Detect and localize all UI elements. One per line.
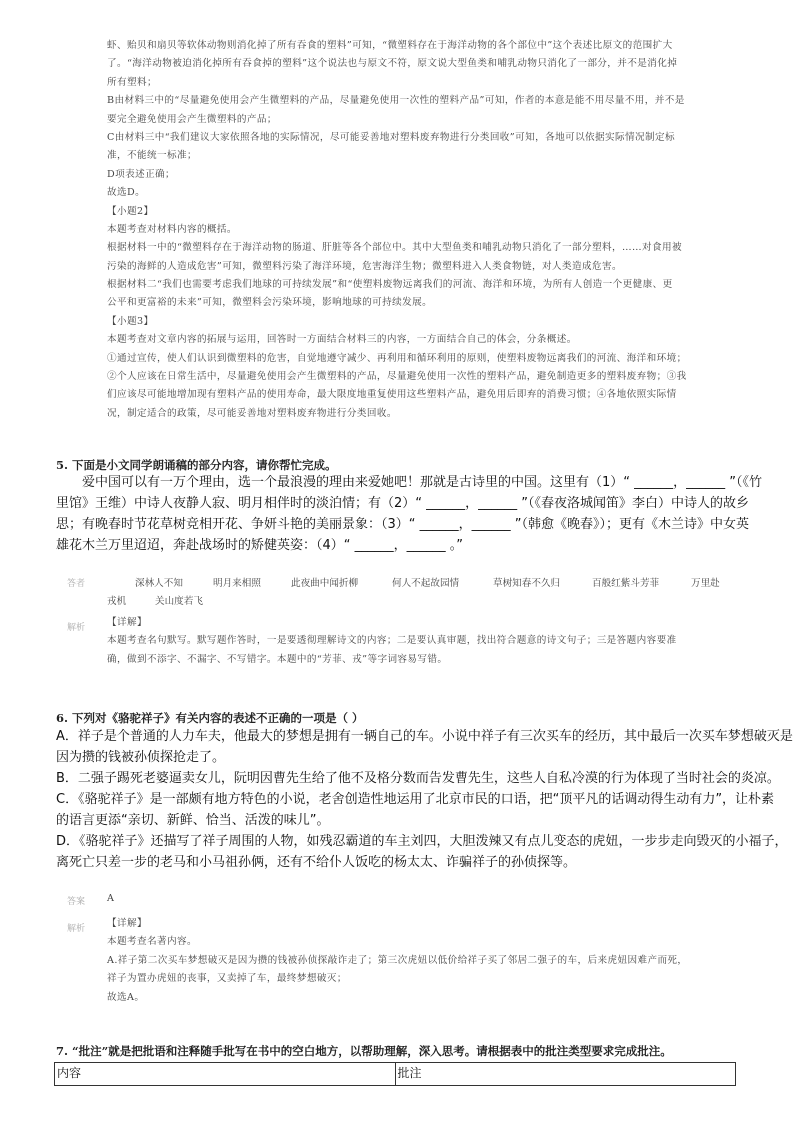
analysis-label: 解析	[67, 623, 86, 633]
analysis-line: 公平和更富裕的未来”可知，微塑料会污染环境，影响地球的可持续发展。	[107, 297, 433, 309]
analysis-line: 了。“海洋动物被迫消化掉所有吞食掉的塑料”这个说法也与原文不符，原文说大型鱼类和哺乳动物只消化了一部分，并不是消化掉	[107, 58, 678, 70]
answer-item: 明月来相照	[213, 578, 261, 589]
question-7-title: 7. “批注”就是把批语和注释随手批写在书中的空白地方，以帮助理解，深入思考。请根据表中的批注类型要求完成批注。	[56, 1044, 672, 1058]
analysis-line: 根据材料二“我们也需要考虑我们地球的可持续发展”和“使塑料废物远离我们的河流、海洋和环境，为所有人创造一个更健康、更	[107, 279, 673, 291]
analysis-line: 故选D。	[107, 187, 146, 199]
answer-item: 草树知春不久归	[493, 578, 561, 589]
answer-item: 万里赴	[691, 578, 720, 589]
option-line: D．《骆驼祥子》还描写了祥子周围的人物，如残忍霸道的车主刘四，大胆泼辣又有点儿变态的虎妞，一步步走向毁灭的小福子，	[56, 834, 788, 849]
answer-item: 戎机	[107, 596, 127, 607]
analysis-line: 况，制定适合的政策，尽可能妥善地对塑料废弃物进行分类回收。	[107, 407, 397, 419]
previous-question-analysis	[107, 37, 754, 423]
stem-line: 爱中国可以有一万个理由，选一个最浪漫的理由来爱她吧！那就是古诗里的中国。这里有（1）“ ______，______ ”（《竹	[82, 475, 763, 490]
answer-item: 何人不起故园情	[392, 578, 460, 589]
analysis-line: 根据材料一中的“微塑料存在于海洋动物的肠道、肝脏等各个部位中。其中大型鱼类和哺乳动物只消化了一部分塑料，……对食用被	[107, 242, 682, 254]
option-line: B．二强子踢死老婆逼卖女儿，阮明因曹先生给了他不及格分数而告发曹先生，这些人自私冷漠的行为体现了当时社会的炎凉。	[56, 771, 780, 786]
stem-line: 雄花木兰万里迢迢，奔赴战场时的矫健英姿：（4）“ ______，______ 。”	[56, 538, 464, 553]
answer-item: 深林人不知	[135, 578, 183, 589]
answer-value: A	[107, 893, 114, 904]
analysis-line: 要完全避免使用会产生微塑料的产品；	[107, 113, 277, 125]
analysis-line: 【小题3】	[107, 315, 154, 327]
question-5-analysis	[107, 614, 754, 669]
analysis-line: 故选A。	[107, 991, 145, 1003]
question-5-title: 5. 下面是小文同学朗诵稿的部分内容，请你帮忙完成。	[56, 458, 337, 472]
analysis-line: ①通过宣传，使人们认识到微塑料的危害，自觉地遵守减少、再利用和循环利用的原则，使塑料废物远离我们的河流、海洋和环境；	[107, 352, 687, 364]
answer-item: 关山度若飞	[155, 596, 203, 607]
analysis-line: 本题考查名句默写。默写题作答时，一是要透彻理解诗文的内容；二是要认真审题，找出符合题意的诗文句子；三是答题内容要准	[107, 635, 677, 647]
analysis-line: C由材料三中“我们建议大家依照各地的实际情况，尽可能妥善地对塑料废弃物进行分类回收”可知，各地可以依据实际情况制定标	[107, 131, 676, 143]
analysis-line: 们应该尽可能地增加现有塑料产品的使用寿命，最大限度地重复使用这些塑料产品，避免用后即弃的消费习惯；④各地依照实际情	[107, 389, 677, 401]
analysis-line: A.祥子第二次买车梦想破灭是因为攒的钱被孙侦探敲诈走了；第三次虎妞以低价给祥子买了邻居二强子的车，后来虎妞因难产而死，	[107, 954, 688, 966]
analysis-line: 【详解】	[107, 617, 147, 628]
question-6-options	[56, 726, 793, 873]
answer-label: 答案	[67, 897, 86, 907]
analysis-line: 污染的海鲜的人造成危害”可知，微塑料污染了海洋环境，危害海洋生物；微塑料进入人类食物链，对人类造成危害。	[107, 260, 622, 272]
analysis-line: 本题考查对材料内容的概括。	[107, 223, 237, 235]
option-line: C．《骆驼祥子》是一部颇有地方特色的小说，老舍创造性地运用了北京市民的口语，把“顶平凡的话调动得生动有力”，让朴素	[56, 792, 775, 807]
question-6-analysis	[107, 915, 754, 1007]
analysis-line: B由材料三中的“尽量避免使用会产生微塑料的产品，尽量避免使用一次性的塑料产品”可知，作者的本意是能不用尽量不用，并不是	[107, 95, 685, 107]
annotation-table	[54, 1062, 736, 1086]
table-header-annotation: 批注	[395, 1063, 736, 1085]
answer-item: 此夜曲中闻折柳	[291, 578, 359, 589]
analysis-line: 【详解】	[107, 918, 147, 929]
question-6-title: 6. 下列对《骆驼祥子》有关内容的表述不正确的一项是（ ）	[56, 711, 364, 725]
analysis-line: D项表述正确；	[107, 168, 176, 180]
analysis-label: 解析	[67, 924, 86, 934]
analysis-line: ②个人应该在日常生活中，尽量避免使用会产生微塑料的产品，尽量避免使用一次性的塑料产品，避免制造更多的塑料废弃物；③我	[107, 371, 687, 383]
analysis-line: 【小题2】	[107, 205, 154, 217]
analysis-line: 本题考查名著内容。	[107, 936, 197, 948]
answer-label: 答者	[67, 579, 86, 589]
analysis-line: 祥子为置办虎妞的丧事，又卖掉了车，最终梦想破灭；	[107, 973, 347, 985]
option-line: A．祥子是个普通的人力车夫，他最大的梦想是拥有一辆自己的车。小说中祥子有三次买车的经历，其中最后一次买车梦想破灭是	[56, 729, 793, 744]
analysis-line: 所有塑料；	[107, 76, 157, 88]
analysis-line: 确，做到不添字、不漏字、不写错字。本题中的“芳菲、戎”等字词容易写错。	[107, 653, 448, 665]
analysis-line: 虾、贻贝和扇贝等软体动物则消化掉了所有吞食的塑料”可知，“微塑料存在于海洋动物的各个部位中”这个表述比原文的范围扩大	[107, 40, 673, 51]
answer-item: 百般红紫斗芳菲	[592, 578, 660, 589]
stem-line: 思；有晚春时节花草树竞相开花、争妍斗艳的美丽景象：（3）“ ______，______ ”（韩愈《晚春》）；更有《木兰诗》中女英	[56, 517, 750, 532]
option-line: 的语言更添“亲切、新鲜、恰当、活泼的味儿”。	[56, 813, 330, 828]
option-line: 因为攒的钱被孙侦探抢走了。	[56, 750, 226, 765]
stem-line: 里馆》王维）中诗人夜静人寂、明月相伴时的淡泊情；有（2）“ ______，______ ”（《春夜洛城闻笛》李白）中诗人的故乡	[56, 496, 750, 511]
analysis-line: 本题考查对文章内容的拓展与运用，回答时一方面结合材料三的内容，一方面结合自己的体会，分条概述。	[107, 334, 577, 346]
question-5-stem	[56, 472, 763, 556]
analysis-line: 准，不能统一标准；	[107, 150, 197, 162]
table-header-content: 内容	[57, 1066, 82, 1080]
option-line: 离死亡只差一步的老马和小马祖孙俩，还有不给仆人饭吃的杨太太、诈骗祥子的孙侦探等。	[56, 855, 577, 870]
